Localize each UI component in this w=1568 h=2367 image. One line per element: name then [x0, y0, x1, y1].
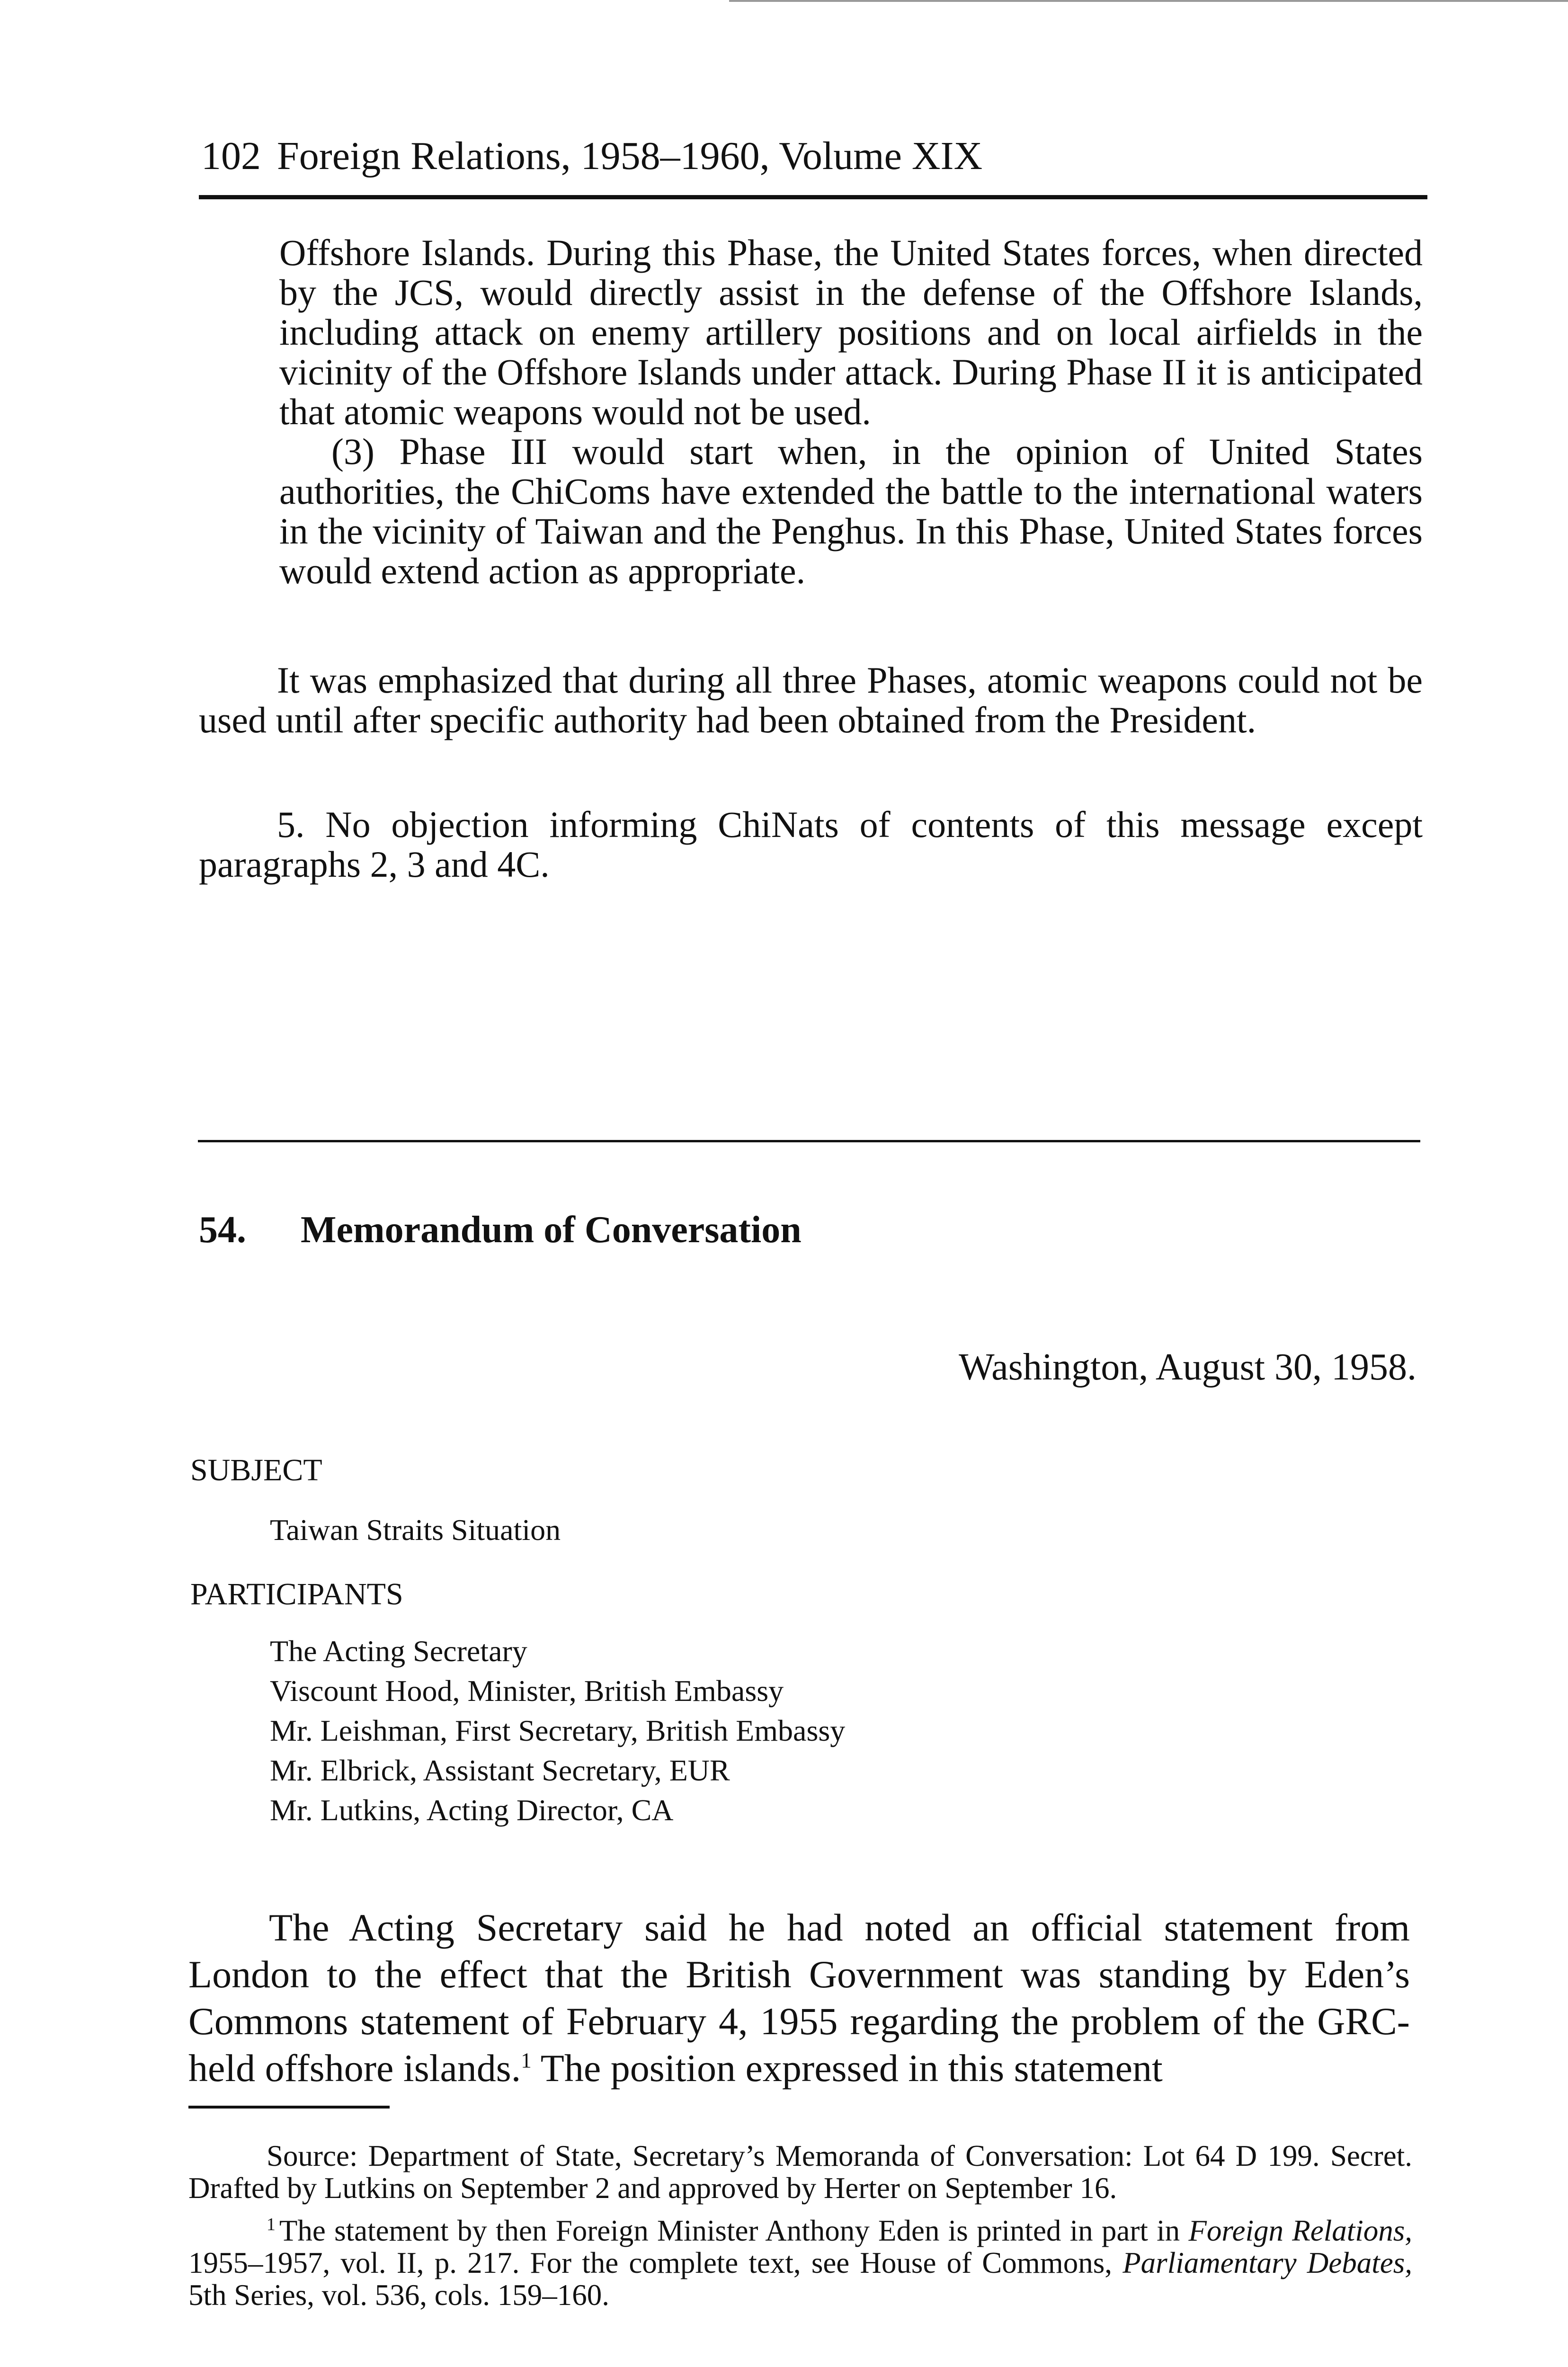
emphasis-text: It was emphasized that during all three Phases, atomic weapons could not be used until after specific authority had been obtained from the President. [199, 659, 1423, 740]
page-number: 102 [201, 134, 261, 178]
participant-item: Mr. Lutkins, Acting Director, CA [270, 1793, 674, 1827]
footnote-1-italic-title-2: Parliamentary Debates, [1123, 2246, 1412, 2279]
footnote-1-text-2: 1955–1957, vol. II, p. 217. For the complete text, see House of Commons, [188, 2246, 1123, 2279]
participants-label: PARTICIPANTS [190, 1577, 403, 1611]
participant-item: Viscount Hood, Minister, British Embassy [270, 1674, 784, 1708]
scan-edge-rule [729, 0, 1568, 2]
item-5-paragraph [199, 805, 1423, 884]
footnote-1 [188, 2215, 1412, 2311]
footnote-1-text-3: 5th Series, vol. 536, cols. 159–160. [188, 2278, 609, 2312]
footnote-1-italic-title: Foreign Relations, [1188, 2214, 1412, 2247]
participants-list [270, 1631, 845, 1830]
subject-label: SUBJECT [190, 1453, 322, 1487]
document-title: Memorandum of Conversation [301, 1209, 802, 1251]
footnote-1-text: The statement by then Foreign Minister Anthony Eden is printed in part in [279, 2214, 1189, 2247]
emphasis-paragraph [199, 660, 1423, 740]
participant-item: Mr. Leishman, First Secretary, British Embassy [270, 1714, 846, 1747]
section-divider [198, 1140, 1420, 1142]
dateline: Washington, August 30, 1958. [959, 1346, 1417, 1388]
body-text: The Acting Secretary said he had noted an official statement from London to the effect that the British Government was standing by Eden’s Commons statement of February 4, 1955 regarding the problem of the GRC-held offshore islands. [188, 1906, 1410, 2090]
phase-3-paragraph: (3) Phase III would start when, in the opinion of United States authorities, the ChiComs have extended the battle to the international waters in the vicinity of Taiwan and the Penghus. In this Phase, United States forces would extend action as appropriate. [279, 431, 1423, 591]
footnote-1-number: 1 [267, 2215, 276, 2234]
header-rule [199, 195, 1427, 199]
phase-list-continuation [279, 233, 1423, 591]
participant-item: Mr. Elbrick, Assistant Secretary, EUR [270, 1753, 730, 1787]
memorandum-body [188, 1904, 1410, 2091]
phase-2-paragraph: Offshore Islands. During this Phase, the United States forces, when directed by the JCS, would directly assist in the defense of the Offshore Islands, including attack on enemy artillery positions and on local airfields in the vicinity of the Offshore Islands under attack. During Phase II it is anticipated that atomic weapons would not be used. [279, 232, 1423, 432]
running-title: Foreign Relations, 1958–1960, Volume XIX [277, 134, 983, 178]
footnote-rule [188, 2106, 390, 2109]
running-head [201, 133, 982, 180]
footnote-reference: 1 [521, 2048, 532, 2073]
document-heading [199, 1206, 802, 1254]
body-text-continued: The position expressed in this statement [531, 2047, 1163, 2090]
document-number: 54. [199, 1209, 246, 1251]
item-5-text: 5. No objection informing ChiNats of contents of this message except paragraphs 2, 3 and 4C. [199, 804, 1423, 885]
source-note: Source: Department of State, Secretary’s Memoranda of Conversation: Lot 64 D 199. Secret. Drafted by Lutkins on September 2 and approved by Herter on September 16. [188, 2139, 1412, 2205]
participant-item: The Acting Secretary [270, 1634, 527, 1668]
footnotes [188, 2140, 1412, 2322]
subject-text: Taiwan Straits Situation [270, 1513, 561, 1547]
